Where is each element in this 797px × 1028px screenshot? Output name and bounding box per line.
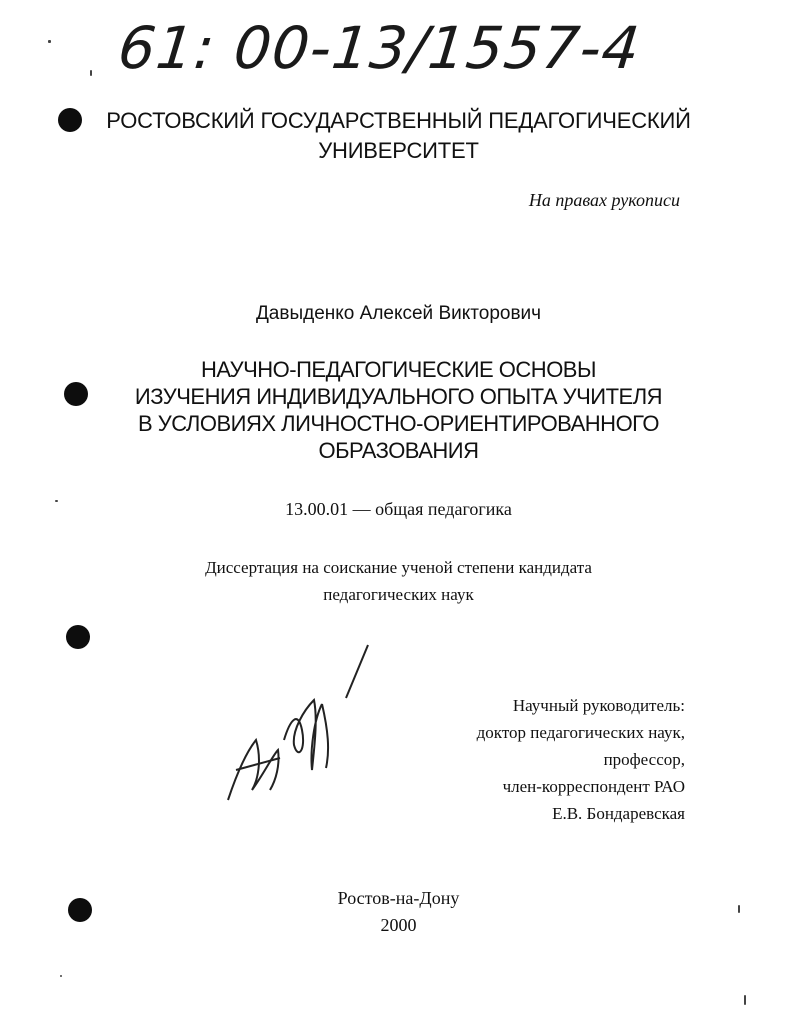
degree-line: Диссертация на соискание ученой степени кандидата [205, 558, 592, 577]
title-line: НАУЧНО-ПЕДАГОГИЧЕСКИЕ ОСНОВЫ [201, 357, 596, 382]
supervisor-name: Е.В. Бондаревская [552, 804, 685, 823]
title-line: ИЗУЧЕНИЯ ИНДИВИДУАЛЬНОГО ОПЫТА УЧИТЕЛЯ [134, 384, 663, 409]
city-year-block [0, 885, 797, 939]
supervisor-line: доктор педагогических наук, [476, 723, 685, 742]
city: Ростов-на-Дону [337, 888, 460, 908]
year: 2000 [380, 915, 417, 935]
scan-speck [48, 40, 51, 43]
scan-speck [90, 70, 92, 76]
supervisor-line: член-корреспондент РАО [502, 777, 685, 796]
manuscript-note: На правах рукописи [528, 190, 680, 210]
supervisor-block [477, 692, 685, 827]
dissertation-title [0, 356, 797, 464]
specialty-code: 13.00.01 — общая педагогика [285, 499, 512, 519]
title-line: В УСЛОВИЯХ ЛИЧНОСТНО-ОРИЕНТИРОВАННОГО [138, 411, 659, 436]
supervisor-line: Научный руководитель: [512, 696, 685, 715]
university-name [0, 106, 797, 166]
degree-line: педагогических наук [323, 585, 474, 604]
supervisor-line: профессор, [603, 750, 685, 769]
university-line: УНИВЕРСИТЕТ [318, 138, 479, 163]
title-line: ОБРАЗОВАНИЯ [318, 438, 479, 463]
dissertation-degree [0, 554, 797, 608]
author-signature [218, 640, 378, 810]
scan-speck [60, 975, 62, 977]
author-name: Давыденко Алексей Викторович [255, 303, 542, 324]
archive-number: 61: 00-13/1557-4 [115, 14, 644, 82]
binder-hole-3 [66, 625, 90, 649]
university-line: РОСТОВСКИЙ ГОСУДАРСТВЕННЫЙ ПЕДАГОГИЧЕСКИЙ [106, 108, 691, 133]
scan-speck [744, 995, 746, 1005]
